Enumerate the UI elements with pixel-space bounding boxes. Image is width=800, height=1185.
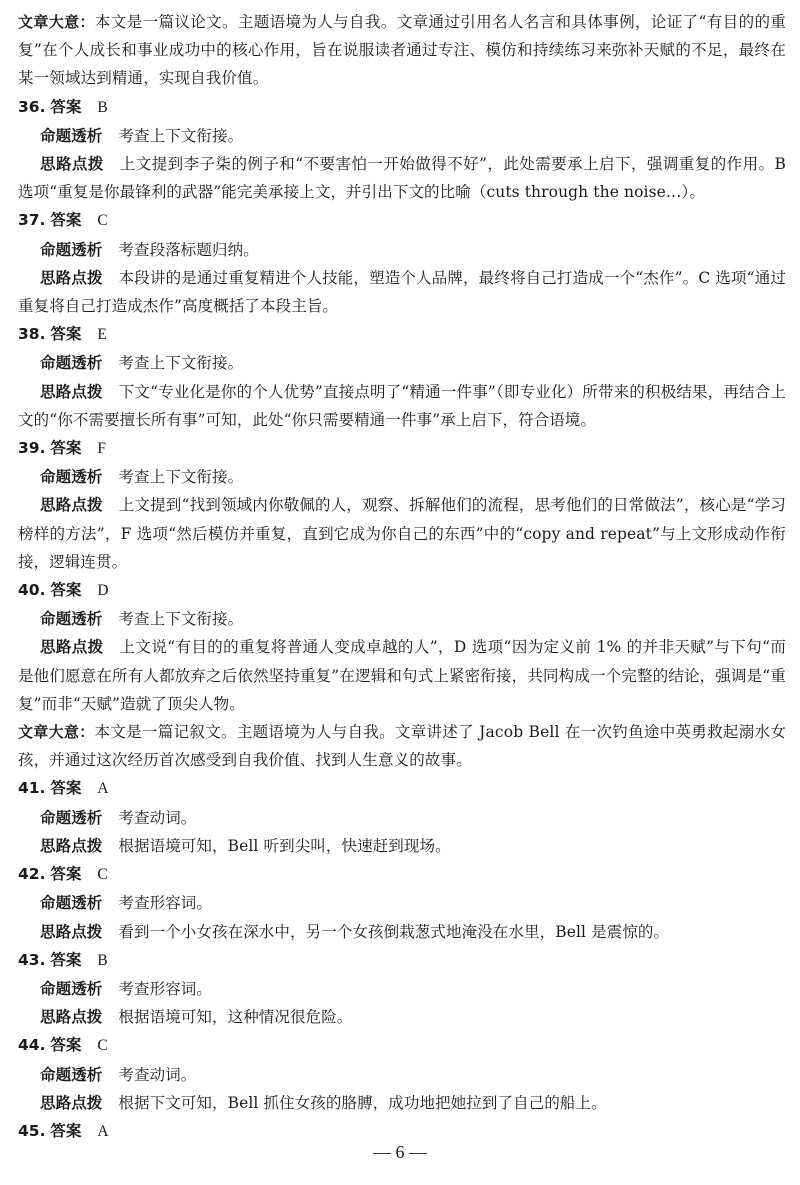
analysis-row	[18, 1061, 786, 1089]
answer-line	[18, 1031, 786, 1060]
analysis-row	[18, 236, 786, 264]
answer-label: 答案	[50, 950, 82, 969]
question-number: 36.	[18, 97, 46, 116]
hint-text: 下文“专业化是你的个人优势”直接点明了“精通一件事”（即专业化）所带来的积极结果，再结合上文的“你不需要擅长所有事”可知，此处“你只需要精通一件事”承上启下，符合语境。	[18, 382, 787, 429]
answer-label: 答案	[50, 439, 82, 458]
answer-value: A	[97, 1122, 109, 1140]
analysis-text: 考查上下文衔接。	[118, 354, 244, 373]
analysis-label: 命题透析	[40, 894, 103, 913]
answer-item-39	[18, 434, 786, 576]
answer-item-44	[18, 1031, 786, 1117]
answer-item-42	[18, 860, 786, 946]
question-number: 38.	[18, 325, 46, 344]
hint-row	[18, 150, 786, 206]
answer-value: C	[97, 212, 108, 230]
answer-value: F	[97, 440, 107, 458]
answer-item-41	[18, 774, 786, 860]
hint-row	[18, 633, 786, 718]
analysis-row	[18, 975, 786, 1003]
hint-text: 根据下文可知，Bell 抓住女孩的胳膊，成功地把她拉到了自己的船上。	[118, 1093, 607, 1112]
analysis-row	[18, 122, 786, 150]
summary-label: 文章大意：	[18, 13, 95, 31]
answer-label: 答案	[50, 1121, 82, 1140]
hint-label: 思路点拨	[40, 1093, 103, 1112]
answer-label: 答案	[50, 325, 82, 344]
analysis-label: 命题透析	[40, 808, 103, 827]
answer-label: 答案	[50, 97, 82, 116]
hint-row	[18, 832, 786, 860]
answer-label: 答案	[50, 581, 82, 600]
answer-line	[18, 774, 786, 803]
answer-label: 答案	[50, 779, 82, 798]
analysis-text: 考查动词。	[118, 1065, 197, 1084]
analysis-row	[18, 349, 786, 377]
page-number: — 6 —	[373, 1142, 427, 1162]
question-number: 42.	[18, 865, 46, 884]
summary-label: 文章大意：	[18, 723, 95, 742]
answer-label: 答案	[50, 865, 82, 884]
hint-row	[18, 378, 786, 434]
hint-text: 看到一个小女孩在深水中，另一个女孩倒栽葱式地淹没在水里，Bell 是震惊的。	[118, 922, 670, 941]
analysis-label: 命题透析	[40, 126, 103, 145]
analysis-text: 考查上下文衔接。	[118, 126, 244, 145]
hint-text: 根据语境可知，这种情况很危险。	[118, 1008, 353, 1027]
analysis-row	[18, 605, 786, 633]
answer-value: D	[97, 582, 109, 600]
answer-value: B	[97, 98, 108, 116]
hint-row	[18, 491, 786, 576]
analysis-text: 考查段落标题归纳。	[118, 240, 259, 259]
answer-value: A	[97, 780, 109, 798]
answer-line	[18, 93, 786, 122]
answer-item-37	[18, 206, 786, 320]
answer-line	[18, 576, 786, 605]
hint-label: 思路点拨	[40, 155, 104, 174]
analysis-label: 命题透析	[40, 979, 103, 998]
question-number: 45.	[18, 1121, 46, 1140]
hint-text: 上文提到李子柒的例子和“不要害怕一开始做得不好”，此处需要承上启下，强调重复的作用。B 选项“重复是你最锋利的武器”能完美承接上文，并引出下文的比喻（cuts through the noise…）。	[18, 155, 786, 202]
answer-label: 答案	[50, 211, 82, 230]
answer-line	[18, 860, 786, 889]
answer-item-43	[18, 946, 786, 1032]
hint-label: 思路点拨	[40, 1008, 103, 1027]
analysis-text: 考查动词。	[118, 808, 197, 827]
hint-row	[18, 918, 786, 946]
answer-value: E	[97, 326, 107, 344]
analysis-text: 考查上下文衔接。	[118, 468, 244, 487]
question-number: 40.	[18, 581, 46, 600]
summary-text: 本文是一篇记叙文。主题语境为人与自我。文章讲述了 Jacob Bell 在一次钓鱼途中英勇救起溺水女孩，并通过这次经历首次感受到自我价值、找到人生意义的故事。	[18, 723, 786, 770]
analysis-row	[18, 804, 786, 832]
answer-line	[18, 320, 786, 349]
question-number: 44.	[18, 1036, 46, 1055]
analysis-text: 考查形容词。	[118, 979, 213, 998]
question-number: 39.	[18, 439, 46, 458]
hint-row	[18, 1089, 786, 1117]
page-content	[18, 8, 786, 1146]
hint-text: 上文说“有目的的重复将普通人变成卓越的人”，D 选项“因为定义前 1% 的并非天赋”与下句“而是他们愿意在所有人都放弃之后依然坚持重复”在逻辑和句式上紧密衔接，共同构成一个完整的结论，强调是“重复”而非“天赋”造就了顶尖人物。	[18, 638, 786, 713]
analysis-text: 考查上下文衔接。	[118, 610, 244, 629]
answer-label: 答案	[50, 1036, 82, 1055]
hint-text: 上文提到“找到领域内你敬佩的人，观察、拆解他们的流程，思考他们的日常做法”，核心是“学习榜样的方法”，F 选项“然后模仿并重复，直到它成为你自己的东西”中的“copy and repeat”与上文形成动作衔接，逻辑连贯。	[18, 496, 786, 571]
answer-value: C	[97, 866, 108, 884]
question-number: 37.	[18, 211, 46, 230]
analysis-label: 命题透析	[40, 468, 103, 487]
analysis-label: 命题透析	[40, 1065, 103, 1084]
answer-item-38	[18, 320, 786, 434]
answer-line	[18, 206, 786, 235]
answer-value: C	[97, 1037, 108, 1055]
question-number: 41.	[18, 779, 46, 798]
hint-label: 思路点拨	[40, 922, 103, 941]
analysis-row	[18, 463, 786, 491]
answer-item-40	[18, 576, 786, 718]
analysis-label: 命题透析	[40, 610, 103, 629]
analysis-label: 命题透析	[40, 240, 103, 259]
hint-row	[18, 264, 786, 320]
hint-row	[18, 1003, 786, 1031]
hint-text: 本段讲的是通过重复精进个人技能，塑造个人品牌，最终将自己打造成一个“杰作”。C 选项“通过重复将自己打造成杰作”高度概括了本段主旨。	[18, 268, 787, 316]
article-summary-2	[18, 718, 786, 774]
summary-text: 本文是一篇议论文。主题语境为人与自我。文章通过引用名人名言和具体事例，论证了“有目的的重复”在个人成长和事业成功中的核心作用，旨在说服读者通过专注、模仿和持续练习来弥补天赋的不足，最终在某一领域达到精通，实现自我价值。	[18, 13, 786, 88]
hint-label: 思路点拨	[40, 638, 104, 657]
analysis-text: 考查形容词。	[118, 894, 213, 913]
answer-line	[18, 434, 786, 463]
analysis-label: 命题透析	[40, 354, 103, 373]
answer-line	[18, 946, 786, 975]
hint-label: 思路点拨	[40, 836, 103, 855]
hint-label: 思路点拨	[40, 268, 103, 287]
hint-text: 根据语境可知，Bell 听到尖叫，快速赶到现场。	[118, 836, 451, 855]
hint-label: 思路点拨	[40, 382, 103, 401]
answer-value: B	[97, 951, 108, 969]
hint-label: 思路点拨	[40, 496, 103, 515]
article-summary-1	[18, 8, 786, 93]
answer-item-36	[18, 93, 786, 207]
analysis-row	[18, 889, 786, 917]
question-number: 43.	[18, 950, 46, 969]
